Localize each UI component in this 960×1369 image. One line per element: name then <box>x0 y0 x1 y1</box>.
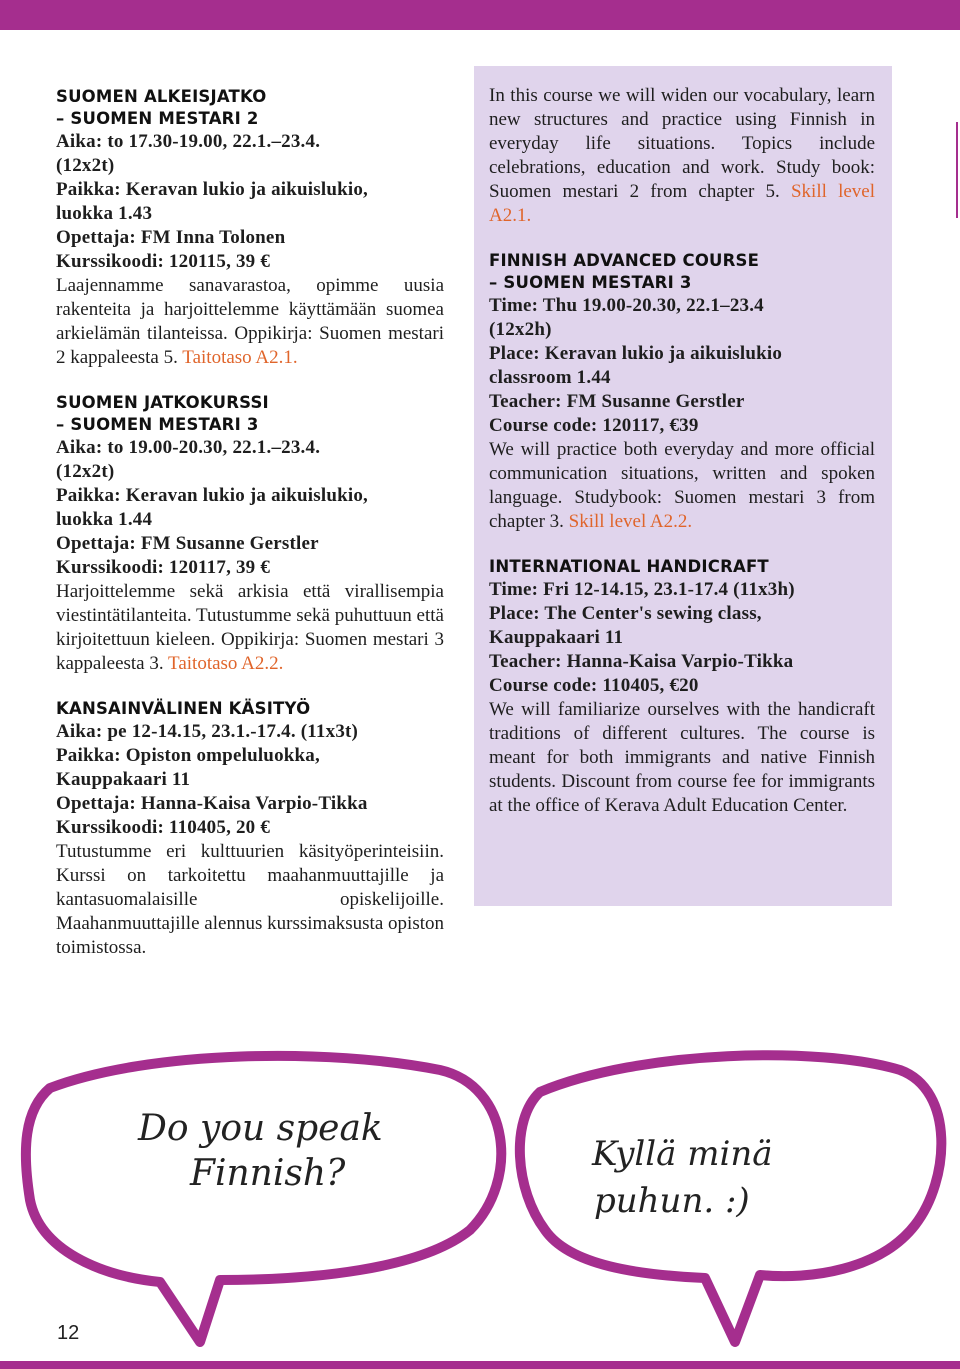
skill-level: Skill level A2.2. <box>568 511 693 532</box>
course-description-text: Laajennamme sanavarastoa, opimme uusia rakenteita ja harjoittelemme käyttämään suomea arkielämän tilanteissa. Oppikirja: Suomen mestari 2 kappaleesta 5. <box>56 275 444 368</box>
course-info-line: Aika: to 17.30-19.00, 22.1.–23.4. <box>56 131 321 152</box>
course-description <box>489 698 875 818</box>
course-title: SUOMEN ALKEISJATKO <box>56 87 267 106</box>
bottom-accent-bar <box>0 1361 960 1369</box>
course-info-line: Kurssikoodi: 110405, 20 € <box>56 817 271 838</box>
course-info-line: Time: Fri 12-14.15, 23.1-17.4 (11x3h) <box>489 579 795 600</box>
course-info-line: classroom 1.44 <box>489 367 611 388</box>
course-info-line: Paikka: Keravan lukio ja aikuislukio, <box>56 485 369 506</box>
course-info-line: Place: The Center's sewing class, <box>489 603 762 624</box>
course-title: INTERNATIONAL HANDICRAFT <box>489 557 769 576</box>
course-description <box>489 84 875 228</box>
finnish-course-3 <box>56 698 444 960</box>
course-info-line: Kurssikoodi: 120117, 39 € <box>56 557 271 578</box>
skill-level: Skill level A2.1. <box>489 181 876 226</box>
top-accent-bar <box>0 0 960 30</box>
edge-accent-mark <box>956 122 958 218</box>
course-info-line: (12x2t) <box>56 155 115 176</box>
course-title: FINNISH ADVANCED COURSE <box>489 251 760 270</box>
right-bubble-line-2: puhun. :) <box>594 1181 750 1221</box>
left-bubble-line-2: Finnish? <box>190 1153 346 1194</box>
course-info-line: Time: Thu 19.00-20.30, 22.1–23.4 <box>489 295 764 316</box>
course-info-line: luokka 1.44 <box>56 509 153 530</box>
course-info-line: Paikka: Opiston ompeluluokka, <box>56 745 320 766</box>
left-speech-bubble <box>26 1056 501 1342</box>
page-number: 12 <box>57 1322 80 1344</box>
course-info-line: (12x2t) <box>56 461 115 482</box>
course-info-line: Opettaja: FM Inna Tolonen <box>56 227 286 248</box>
course-title: KANSAINVÄLINEN KÄSITYÖ <box>56 699 311 718</box>
course-description-text: Harjoittelemme sekä arkisia että virallisempia viestintätilanteita. Tutustumme sekä puhuttuun että kirjoitettuun kieleen. Oppikirja: Suomen mestari 3 kappaleesta 3. <box>56 581 444 674</box>
course-info-line: Teacher: Hanna-Kaisa Varpio-Tikka <box>489 651 794 672</box>
left-bubble-line-1: Do you speak <box>138 1108 383 1149</box>
skill-level: Taitotaso A2.2. <box>168 653 284 674</box>
right-bubble-line-1: Kyllä minä <box>592 1134 773 1174</box>
course-title: SUOMEN JATKOKURSSI <box>56 393 269 412</box>
course-info-line: Opettaja: Hanna-Kaisa Varpio-Tikka <box>56 793 368 814</box>
course-info-line: (12x2h) <box>489 319 552 340</box>
course-info-line: Paikka: Keravan lukio ja aikuislukio, <box>56 179 369 200</box>
finnish-course-column <box>56 86 444 982</box>
course-description <box>56 580 444 676</box>
course-title: – SUOMEN MESTARI 2 <box>56 109 259 128</box>
english-course-column <box>474 66 892 818</box>
course-title: – SUOMEN MESTARI 3 <box>489 273 692 292</box>
course-info-line: Course code: 120117, €39 <box>489 415 699 436</box>
course-description-text: Tutustumme eri kulttuurien käsityöperinteisiin. Kurssi on tarkoitettu maahanmuuttajille ja kantasuomalaisille opiskelijoille. Maahanmuuttajille alennus kurssimaksusta opiston toimistossa. <box>56 841 444 958</box>
course-description-text: In this course we will widen our vocabulary, learn new structures and practice using Finnish in everyday life situations. Topics include celebrations, education and work. Study book: Suomen mestari 2 from chapter 5. <box>489 85 875 202</box>
skill-level: Taitotaso A2.1. <box>182 347 298 368</box>
course-info-line: Kauppakaari 11 <box>489 627 624 648</box>
english-course-3 <box>489 556 875 818</box>
course-info-line: luokka 1.43 <box>56 203 153 224</box>
course-info-line: Aika: to 19.00-20.30, 22.1.–23.4. <box>56 437 321 458</box>
course-description <box>489 438 875 534</box>
english-course-2 <box>489 250 875 534</box>
course-info-line: Opettaja: FM Susanne Gerstler <box>56 533 319 554</box>
course-info-line: Place: Keravan lukio ja aikuislukio <box>489 343 783 364</box>
english-course-1 <box>489 84 875 228</box>
english-course-panel <box>474 66 892 906</box>
speech-bubbles-illustration <box>0 1030 960 1350</box>
course-description <box>56 840 444 960</box>
course-info-line: Aika: pe 12-14.15, 23.1.-17.4. (11x3t) <box>56 721 359 742</box>
course-description <box>56 274 444 370</box>
course-info-line: Teacher: FM Susanne Gerstler <box>489 391 745 412</box>
course-title: – SUOMEN MESTARI 3 <box>56 415 259 434</box>
course-info-line: Kauppakaari 11 <box>56 769 191 790</box>
finnish-course-1 <box>56 86 444 370</box>
course-info-line: Course code: 110405, €20 <box>489 675 699 696</box>
course-info-line: Kurssikoodi: 120115, 39 € <box>56 251 271 272</box>
course-description-text: We will familiarize ourselves with the handicraft traditions of different cultures. The course is meant for both immigrants and native Finnish students. Discount from course fee for immigrants at the office of Kerava Adult Education Center. <box>489 699 875 816</box>
course-description-text: We will practice both everyday and more official communication situations, written and spoken language. Studybook: Suomen mestari 3 from chapter 3. <box>489 439 875 532</box>
finnish-course-2 <box>56 392 444 676</box>
